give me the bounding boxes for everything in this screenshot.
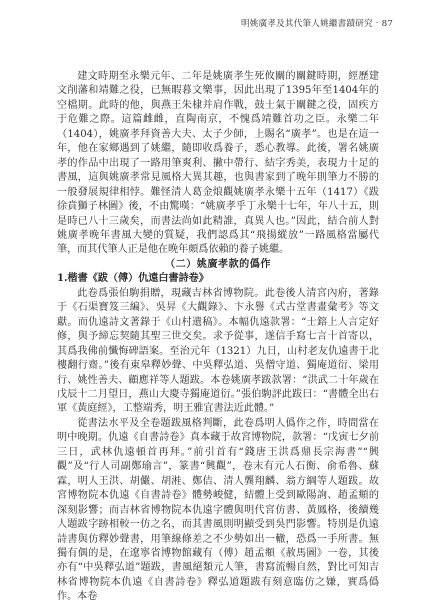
running-header: 明姚廣孝及其代筆人姚繼書蹟研究‧87 (240, 19, 393, 29)
section-heading: （二）姚廣孝款的僞作 (165, 258, 271, 270)
body-paragraph: 從書法水平及全卷題跋風格判斷，此卷爲明人僞作之作，時間當在明中晚期。仇遠《自書詩卷》真本藏于故宮博物院，款署：“戊寅七夕前三日，武林仇遠頓首再拜。”前引首有“錢唐王洪爲鼎長宗海書”“興觀”及“行人司副鄭瑜言”，篆書“興觀”，卷末有元人石衡、俞希魯、蘇霖，明人王洪、胡儼、胡溎、鄭佶、清人龔翔麟、翁方綱等人題跋。故宮博物院本仇遠《自書詩卷》體勢峻健，結體上受到歐陽詢、趙孟頫的深刻影響；而吉林省博物院本仇遠字體與明代宮仿書、黃鳳格，後續幾人題跋字跡相較一仿之名，而其書風則明顯受到吳門影響。特別是仇遠詩書與仿釋妙聲書，用筆線條差之不少勢如出一轍，恐爲一手所書。無獨有偶的是，在遼寧省博物館藏有（傅）趙孟頫《赦馬圖》一卷，其後亦有“中吳釋弘道”題跋，書風絕類元人筆，書寫流暢自然，對比可知吉林省博物院本仇遠《自書詩卷》釋弘道題跋有刻意臨仿之嫌，實爲僞作。本卷 (57, 417, 379, 603)
page-body (57, 70, 379, 605)
body-paragraph: 建文時期至永樂元年、二年是姚廣孝生死攸關的關鍵時期，經歷建文削藩和靖難之役，已無暇暮文樂事，因此出現了1395年至1404年的空檔期。此時的他，與燕王朱棣并肩作戰，鼓士氣于關鍵之役，固疾方于危難之際。這篇雌雌，直陶南京，不愧爲靖難首功之臣。永樂二年（1404），姚廣孝拜資善大夫、太子少師，上賜名“廣孝”。也是在這一年，他在家鄉遇到了姚繼，隨即收爲養子，悉心教導。此後，署名姚廣孝的作品中出現了一路用筆爽利、撇中帶行、結字秀美，表現力十足的書風，這與姚廣孝常見風格大異其趣，也與書家到了晚年則筆力不勝的一般發展規律相悖。難怪清人葛金烺觀姚廣孝永樂十五年（1417）《跋徐賁獅子林圖》後，不由驚嘆：“姚廣孝乎丁永樂十七年，年八十五，則是時已八十三歲矣，而書法尚如此精誰，真異人也。”因此，結合前人對姚廣孝晚年書風大變的質疑，我們認爲其“飛揚縱放”一路風格當屬代筆，而其代筆人正是他在晚年頗爲依賴的養子姚繼。 (57, 71, 379, 256)
sub-heading: 1.楷書《跋（傅）仇遠白書詩卷》 (57, 273, 209, 285)
body-paragraph: 此卷爲張伯駒捐贈，現藏吉林省博物院。此卷後人清宮內府，著錄于《石渠寶笈三編》、吳昇《大觀錄》、卞永譽《式古堂書畫彙考》等文獻。而仇遠詩文著錄于《山村遺稿》。本幅仇遠款署：“士鎔上人言定好修，與予締忘契隨其聖三世交矣。求予從事，遂信手寫七言十首寄以，其爲我佛前懺悔碑語案。至治元年（1321）九日，山村老友仇遠書于北樓翻行齋。”後有東皋釋妙聲、中吳釋弘道、吳僧守道、獨庵道衍、梁用行、姚性善夫、顧應祥等人題跋。本卷姚廣孝跋款署：“洪武二十年歲在戊辰十二月望日，燕山大慶寺獨庵道衍。”張伯駒評此跋曰：“書體全出右軍《黃庭經》，工整端秀，明王雅宜書法近此體。” (57, 287, 379, 415)
